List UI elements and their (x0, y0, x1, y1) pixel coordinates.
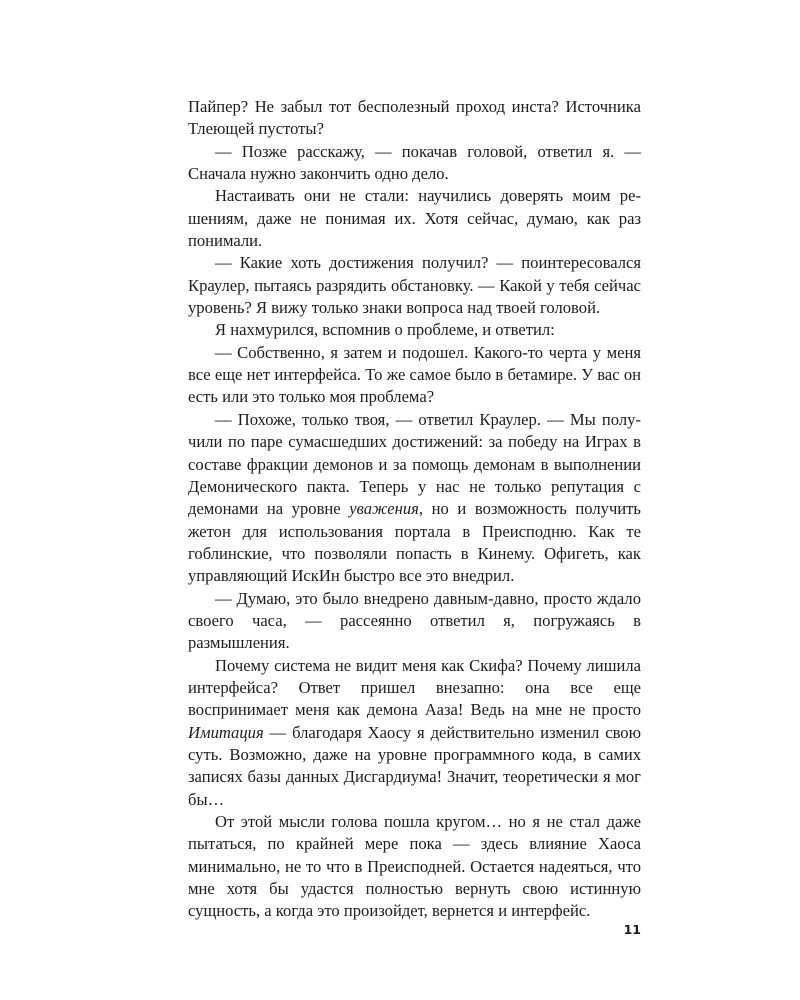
paragraph (188, 319, 641, 341)
paragraph (188, 342, 641, 409)
paragraph-text: — Какие хоть достижения получил? — поинтересовался Краулер, пытаясь разрядить обстановку. — Какой у тебя сейчас уровень? Я вижу только знаки вопроса над твоей головой. (188, 253, 641, 318)
emphasis-text: уважения (349, 499, 419, 519)
paragraph-text: — Позже расскажу, — покачав головой, ответил я. — Сначала нужно закончить одно дело. (188, 141, 641, 184)
paragraph (188, 588, 641, 655)
paragraph (188, 655, 641, 811)
paragraph-text: , но и возможность получить жетон для использования портала в Преисподню. Как те гоблинские, что позволяли попасть в Кинему. Офигеть, как управляющий ИскИн быстро все это внедрил. (188, 499, 641, 586)
paragraph-text: Пайпер? Не забыл тот бесполезный проход инста? Источника Тлеющей пустоты? (188, 97, 641, 139)
paragraph-text: — Думаю, это было внедрено давным-давно, просто ждало своего часа, — рассеянно ответил я, погружаясь в размышления. (188, 588, 641, 653)
paragraph (188, 811, 641, 923)
paragraph-text: Настаивать они не стали: научились доверять моим решениям, даже не понимая их. Хотя сейчас, думаю, как раз понимали. (188, 186, 641, 251)
paragraph (188, 252, 641, 319)
paragraph (188, 96, 641, 141)
paragraph-text: — Собственно, я затем и подошел. Какого-то черта у меня все еще нет интерфейса. То же самое было в бетамире. У вас он есть или это только моя проблема? (188, 342, 641, 407)
paragraph-text: — благодаря Хаосу я действительно изменил свою суть. Возможно, даже на уровне программного кода, в самих записях базы данных Дисгардиума! Значит, теоретически я мог бы… (188, 722, 641, 809)
paragraph-text: Я нахмурился, вспомнив о проблеме, и ответил: (215, 320, 555, 340)
page-number: 11 (623, 922, 641, 937)
emphasis-text: Имитация (188, 722, 264, 742)
paragraph (188, 141, 641, 186)
paragraph (188, 409, 641, 588)
paragraph-text: — Похоже, только твоя, — ответил Краулер. — Мы получили по паре сумасшедших достижений: за победу на Играх в составе фракции демонов и за помощь демонам в выполнении Демонического пакта. Теперь у нас не только репутация с демонами на уровне (188, 409, 641, 519)
paragraph (188, 185, 641, 252)
paragraph-text: Почему система не видит меня как Скифа? Почему лишила интерфейса? Ответ пришел внезапно: она все еще воспринимает меня как демона Ааза! Ведь на мне не просто (188, 655, 641, 720)
paragraph-text: От этой мысли голова пошла кругом… но я не стал даже пытаться, по крайней мере пока — здесь влияние Хаоса минимально, не то что в Преисподней. Остается надеяться, что мне хотя бы удастся полностью вернуть свою истинную сущность, а когда это произойдет, вернется и интерфейс. (188, 812, 641, 921)
page-body (188, 96, 641, 923)
